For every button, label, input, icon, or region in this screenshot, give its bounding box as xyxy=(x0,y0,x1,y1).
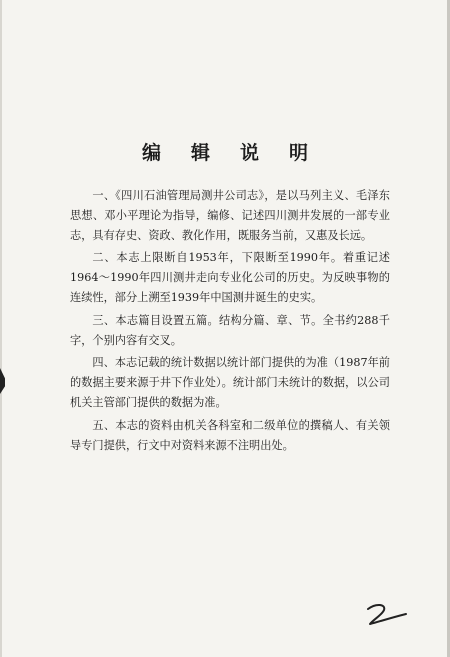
paragraph-4: 四、本志记载的统计数据以统计部门提供的为准（1987年前的数据主要来源于井下作业处）。统计部门未统计的数据，以公司机关主管部门提供的数据为准。 xyxy=(70,356,390,409)
handwritten-page-number xyxy=(362,600,412,630)
page-edge-left xyxy=(0,0,2,657)
binding-mark xyxy=(0,368,5,394)
title-char: 说 xyxy=(240,142,260,164)
title-char: 辑 xyxy=(190,142,210,164)
paragraph-3: 三、本志篇目设置五篇。结构分篇、章、节。全书约288千字，个别内容有交叉。 xyxy=(70,313,390,347)
title-char: 编 xyxy=(141,142,161,164)
page-number xyxy=(362,600,412,630)
paragraph-1: 一、《四川石油管理局测井公司志》，是以马列主义、毛泽东思想、邓小平理论为指导，编修、记述四川测井发展的一部专业志，具有存史、资政、教化作用，既服务当前，又惠及长远。 xyxy=(70,189,390,242)
page-title xyxy=(0,138,450,165)
paragraph-5: 五、本志的资料由机关各科室和二级单位的撰稿人、有关领导专门提供，行文中对资料来源不注明出处。 xyxy=(70,418,390,452)
paragraph-2: 二、本志上限断自1953年，下限断至1990年。着重记述1964～1990年四川测井走向专业化公司的历史。为反映事物的连续性，部分上溯至1939年中国测井诞生的史实。 xyxy=(70,251,390,304)
body-text xyxy=(70,186,390,458)
title-char: 明 xyxy=(289,142,309,164)
